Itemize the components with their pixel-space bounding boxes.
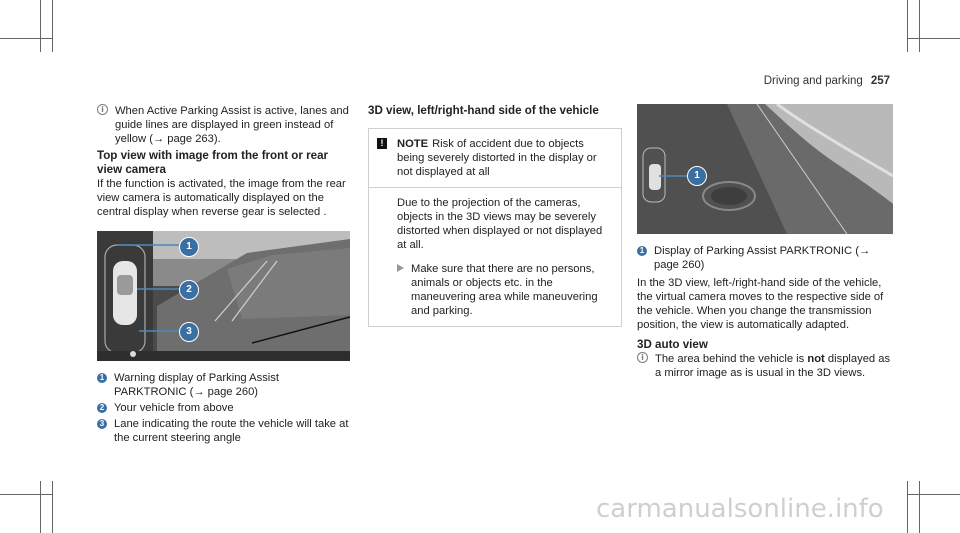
crop-mark: [40, 481, 41, 533]
caption-item: [97, 417, 349, 445]
crop-mark: [0, 38, 52, 39]
step-arrow-icon: [397, 264, 404, 272]
crop-mark: [919, 0, 920, 52]
crop-mark: [52, 481, 53, 533]
watermark: carmanualsonline.info: [596, 494, 884, 524]
warning-icon: !: [377, 138, 387, 149]
3d-view-figure: [637, 104, 893, 234]
page-header: [764, 74, 890, 88]
crop-mark: [0, 494, 52, 495]
caption-text: Your vehicle from above: [114, 402, 234, 414]
body-text: In the 3D view, left-/right-hand side of the vehicle, the virtual camera moves to the respective side of the vehicle. When you change the transmission position, the view is automatically adapted.: [637, 277, 884, 331]
caption-text: Display of Parking Assist PARKTRONIC (→ page 260): [654, 245, 871, 271]
caption-item: [97, 401, 349, 415]
section-heading: 3D auto view: [637, 338, 708, 351]
crop-mark: [908, 38, 960, 39]
callout-1: 1: [179, 237, 199, 257]
callout-1: 1: [687, 166, 707, 186]
caption-item: [637, 244, 893, 272]
crop-mark: [907, 481, 908, 533]
caption-item: [97, 371, 349, 399]
caption-text: Warning display of Parking Assist PARKTRONIC (→ page 260): [114, 372, 279, 398]
info-text-bold: not: [807, 353, 825, 365]
crop-mark: [52, 0, 53, 52]
page-number: 257: [870, 75, 890, 87]
middle-column: [368, 104, 622, 327]
rear-camera-figure: [97, 231, 350, 361]
info-icon: i: [97, 104, 108, 115]
left-column: [97, 104, 349, 447]
note-label: NOTE: [397, 138, 429, 150]
instruction-step: [397, 262, 613, 318]
caption-number: 1: [97, 373, 107, 383]
callout-2: 2: [179, 280, 199, 300]
note-text: Due to the projection of the cameras, objects in the 3D views may be severely distorted when displayed or not displayed at all.: [397, 197, 603, 251]
note-box: [368, 128, 622, 327]
caption-number: 3: [97, 419, 107, 429]
crop-mark: [907, 0, 908, 52]
callout-3: 3: [179, 322, 199, 342]
info-text-pre: The area behind the vehicle is: [655, 353, 808, 365]
info-text-post: displayed as a mirror image as is usual in the 3D views.: [655, 353, 891, 379]
3d-camera-image: [637, 104, 893, 234]
section-title: Driving and parking: [763, 75, 863, 87]
note-title: Risk of accident due to objects being severely distorted in the display or not displayed at all: [397, 138, 597, 178]
section-heading: Top view with image from the front or rear view camera: [97, 149, 329, 176]
note-body: [369, 188, 621, 326]
caption-number: 1: [637, 246, 647, 256]
body-text: If the function is activated, the image from the rear view camera is automatically displayed on the central display when reverse gear is selected .: [97, 178, 346, 218]
caption-number: 2: [97, 403, 107, 413]
info-note: [637, 352, 893, 380]
caption-text: Lane indicating the route the vehicle will take at the current steering angle: [114, 418, 349, 444]
step-text: Make sure that there are no persons, animals or objects etc. in the maneuvering area while maneuvering and parking.: [411, 263, 598, 317]
note-header: [369, 129, 621, 188]
crop-mark: [908, 494, 960, 495]
camera-image: [97, 231, 350, 361]
info-text: When Active Parking Assist is active, lanes and guide lines are displayed in green instead of yellow (→ page 263).: [115, 105, 349, 145]
crop-mark: [919, 481, 920, 533]
info-note: [97, 104, 349, 146]
section-heading: 3D view, left/right-hand side of the vehicle: [368, 104, 599, 117]
crop-mark: [40, 0, 41, 52]
info-icon: i: [637, 352, 648, 363]
right-column: [637, 104, 893, 383]
